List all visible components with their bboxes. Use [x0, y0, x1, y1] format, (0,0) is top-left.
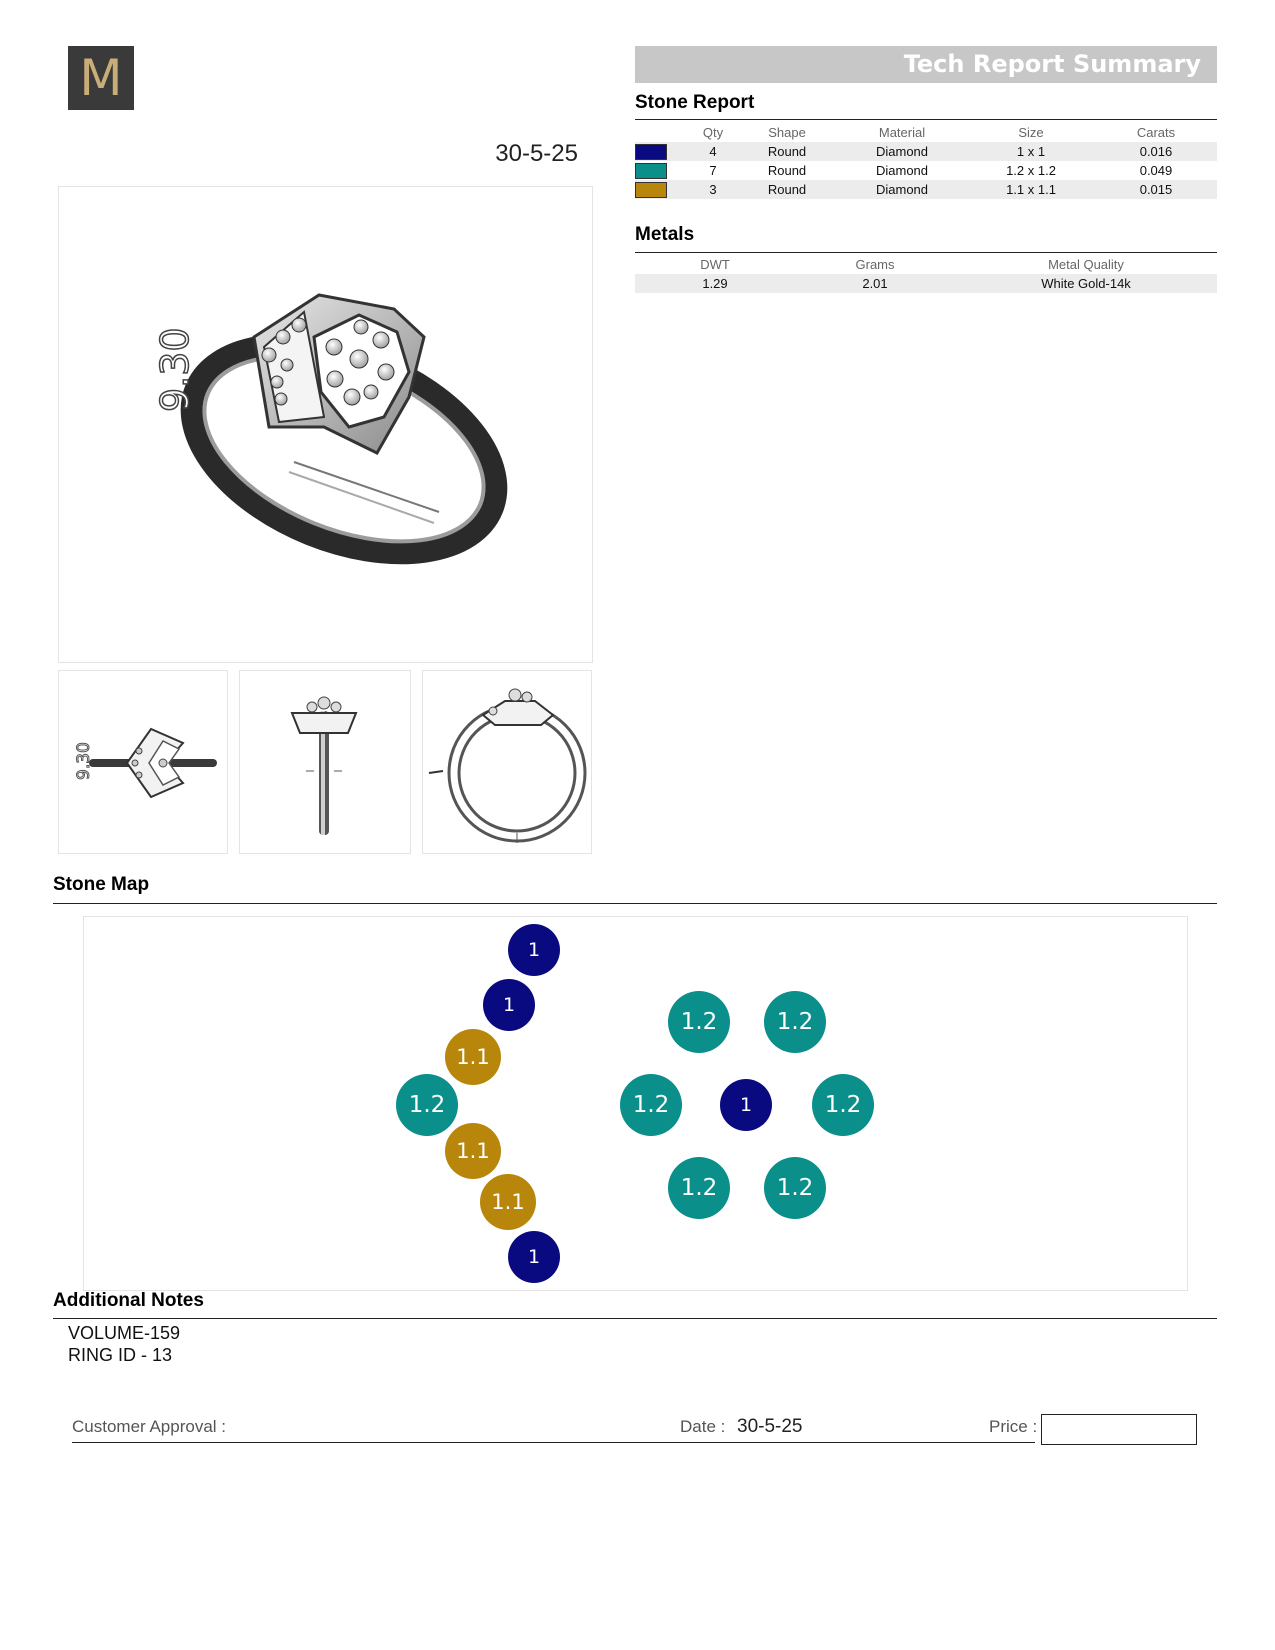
metals-rule — [635, 252, 1217, 253]
color-swatch — [635, 182, 667, 198]
stone-marker: 1 — [483, 979, 535, 1031]
notes-line: RING ID - 13 — [68, 1345, 173, 1365]
col-metal-quality: Metal Quality — [1048, 256, 1124, 272]
shape-cell: Round — [737, 180, 837, 199]
ring-side-view-thumb — [239, 670, 411, 854]
size-cell: 1.1 x 1.1 — [967, 180, 1095, 199]
col-size: Size — [1018, 124, 1044, 140]
stone-marker: 1.2 — [620, 1074, 682, 1136]
dwt-cell: 1.29 — [635, 274, 795, 293]
approval-signature-line — [72, 1442, 1035, 1443]
stone-marker: 1.2 — [668, 991, 730, 1053]
price-label: Price : — [989, 1417, 1038, 1436]
report-title: Tech Report Summary — [903, 50, 1201, 78]
ring-perspective-image — [58, 186, 593, 663]
stone-marker: 1.2 — [764, 1157, 826, 1219]
stone-marker: 1 — [508, 1231, 560, 1283]
stone-report-rule — [635, 119, 1217, 120]
stone-report-heading: Stone Report — [635, 92, 755, 113]
approval-date-value: 30-5-25 — [737, 1416, 803, 1437]
stone-marker: 1 — [720, 1079, 772, 1131]
notes-heading: Additional Notes — [53, 1290, 204, 1311]
ring-perspective-drawing — [59, 187, 592, 662]
notes-body — [68, 1322, 180, 1366]
stone-report-header-row — [635, 122, 1217, 142]
carats-cell: 0.016 — [1095, 142, 1217, 161]
stone-marker: 1 — [508, 924, 560, 976]
swatch-header — [635, 122, 689, 142]
thumb-size-label: 9.30 — [74, 742, 94, 780]
stone-report-table — [635, 122, 1217, 199]
metals-heading: Metals — [635, 224, 695, 245]
stone-marker: 1.2 — [764, 991, 826, 1053]
stone-marker: 1.2 — [668, 1157, 730, 1219]
metal-quality-cell: White Gold-14k — [955, 274, 1217, 293]
price-input-box[interactable] — [1041, 1414, 1197, 1445]
notes-line: VOLUME-159 — [68, 1323, 181, 1343]
col-dwt: DWT — [700, 256, 730, 272]
metals-table — [635, 254, 1217, 293]
col-grams: Grams — [855, 256, 895, 272]
ring-size-label: 9.30 — [153, 327, 197, 412]
qty-cell: 7 — [709, 163, 717, 178]
table-row — [635, 161, 1217, 180]
color-swatch — [635, 163, 667, 179]
stone-marker: 1.2 — [812, 1074, 874, 1136]
stone-map-heading: Stone Map — [53, 874, 150, 895]
shape-cell: Round — [737, 142, 837, 161]
logo-letter: M — [79, 49, 123, 107]
stone-map-canvas — [83, 916, 1188, 1291]
table-row — [635, 142, 1217, 161]
material-cell: Diamond — [837, 142, 967, 161]
metals-header-row — [635, 254, 1217, 274]
qty-cell: 3 — [689, 180, 737, 199]
company-logo — [68, 46, 134, 110]
customer-approval-label: Customer Approval : — [72, 1417, 227, 1436]
ring-top-view-thumb — [58, 670, 228, 854]
grams-cell: 2.01 — [795, 274, 955, 293]
stone-marker: 1.1 — [445, 1123, 501, 1179]
stone-marker: 1.1 — [445, 1029, 501, 1085]
notes-rule — [53, 1318, 1217, 1319]
col-material: Material — [878, 124, 926, 140]
size-cell: 1 x 1 — [967, 142, 1095, 161]
material-cell: Diamond — [875, 163, 929, 178]
title-bar — [635, 46, 1217, 83]
col-qty: Qty — [702, 124, 724, 140]
shape-cell: Round — [767, 163, 807, 178]
table-row — [635, 180, 1217, 199]
ring-front-view-thumb — [422, 670, 592, 854]
stone-map-rule — [53, 903, 1217, 904]
material-cell: Diamond — [837, 180, 967, 199]
carats-cell: 0.049 — [1139, 163, 1173, 178]
col-carats: Carats — [1136, 124, 1176, 140]
stone-marker: 1.2 — [396, 1074, 458, 1136]
size-cell: 1.2 x 1.2 — [1006, 163, 1056, 178]
qty-cell: 4 — [689, 142, 737, 161]
col-shape: Shape — [768, 124, 806, 140]
carats-cell: 0.015 — [1095, 180, 1217, 199]
report-date: 30-5-25 — [495, 140, 578, 167]
stone-marker: 1.1 — [480, 1174, 536, 1230]
approval-date-label: Date : — [680, 1417, 726, 1436]
table-row — [635, 274, 1217, 293]
color-swatch — [635, 144, 667, 160]
